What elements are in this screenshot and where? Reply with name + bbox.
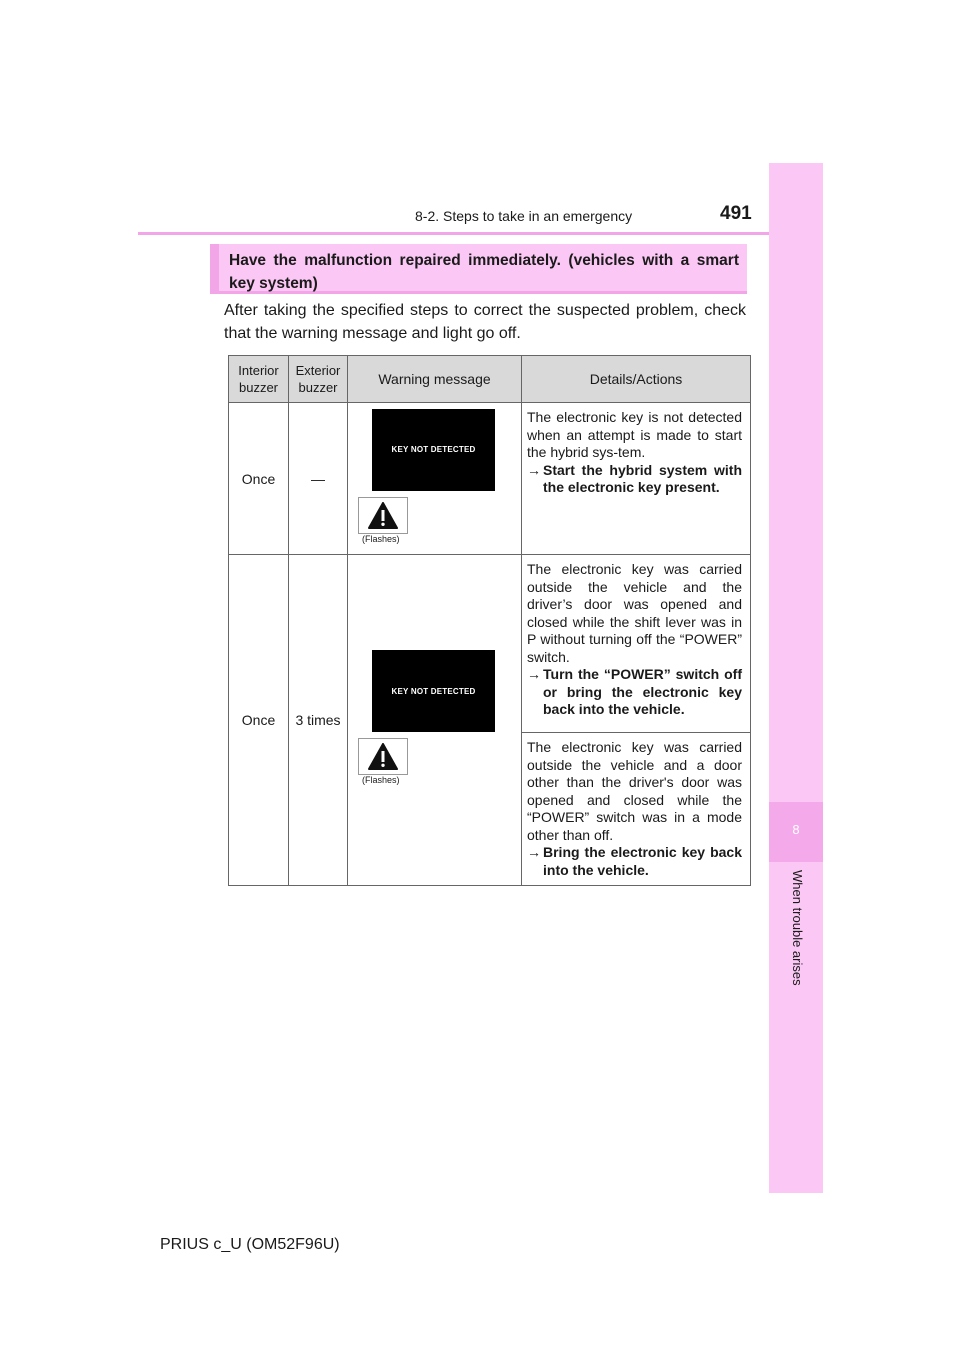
header-warning-message: Warning message — [348, 356, 522, 403]
details-cell — [522, 733, 751, 886]
arrow-right-icon: → — [527, 844, 541, 860]
header-details-actions: Details/Actions — [522, 356, 751, 403]
detail-text: The electronic key was carried outside the vehicle and the driver’s door was opened and closed while the shift lever was in P without turning off the “POWER” switch. — [527, 561, 742, 665]
chapter-number: 8 — [792, 822, 800, 837]
arrow-right-icon: → — [527, 461, 541, 478]
action-text: Start the hybrid system with the electronic key present. — [543, 461, 742, 495]
details-cell — [522, 555, 751, 733]
table-row — [229, 555, 751, 733]
header-interior-buzzer: Interior buzzer — [229, 356, 289, 403]
interior-buzzer-cell: Once — [229, 403, 289, 555]
action-text: Bring the electronic key back into the vehicle. — [543, 844, 742, 878]
page-number: 491 — [720, 203, 752, 224]
interior-buzzer-cell: Once — [229, 555, 289, 886]
flashes-label: (Flashes) — [362, 533, 400, 544]
chapter-title: When trouble arises — [790, 870, 805, 986]
manual-code: PRIUS c_U (OM52F96U) — [160, 1236, 340, 1253]
warning-message-cell — [348, 555, 522, 886]
display-screen: KEY NOT DETECTED — [372, 650, 495, 732]
table-header-row — [229, 356, 751, 403]
warning-message-cell — [348, 403, 522, 555]
chapter-side-tab — [769, 163, 823, 1193]
detail-text: The electronic key is not detected when an attempt is made to start the hybrid sys-tem. — [527, 409, 742, 460]
display-screen: KEY NOT DETECTED — [372, 409, 495, 491]
arrow-right-icon: → — [527, 666, 541, 682]
exterior-buzzer-cell: 3 times — [289, 555, 348, 886]
section-heading: Have the malfunction repaired immediately. (vehicles with a smart key system) — [210, 244, 747, 294]
flashes-label: (Flashes) — [362, 775, 400, 785]
details-cell — [522, 403, 751, 555]
section-title: 8-2. Steps to take in an emergency — [415, 208, 633, 224]
warning-triangle-icon — [358, 738, 408, 775]
header-divider — [138, 232, 823, 235]
exterior-buzzer-cell: — — [289, 403, 348, 555]
action-text: Turn the “POWER” switch off or bring the electronic key back into the vehicle. — [543, 666, 742, 717]
warning-triangle-icon — [358, 497, 408, 534]
intro-paragraph: After taking the specified steps to correct the suspected problem, check that the warning message and light go off. — [224, 302, 746, 342]
warning-message-table — [228, 355, 751, 886]
table-row — [229, 403, 751, 555]
detail-text: The electronic key was carried outside the vehicle and a door other than the driver's door was opened and closed while the “POWER” switch was in a mode other than off. — [527, 739, 742, 843]
header-exterior-buzzer: Exterior buzzer — [289, 356, 348, 403]
